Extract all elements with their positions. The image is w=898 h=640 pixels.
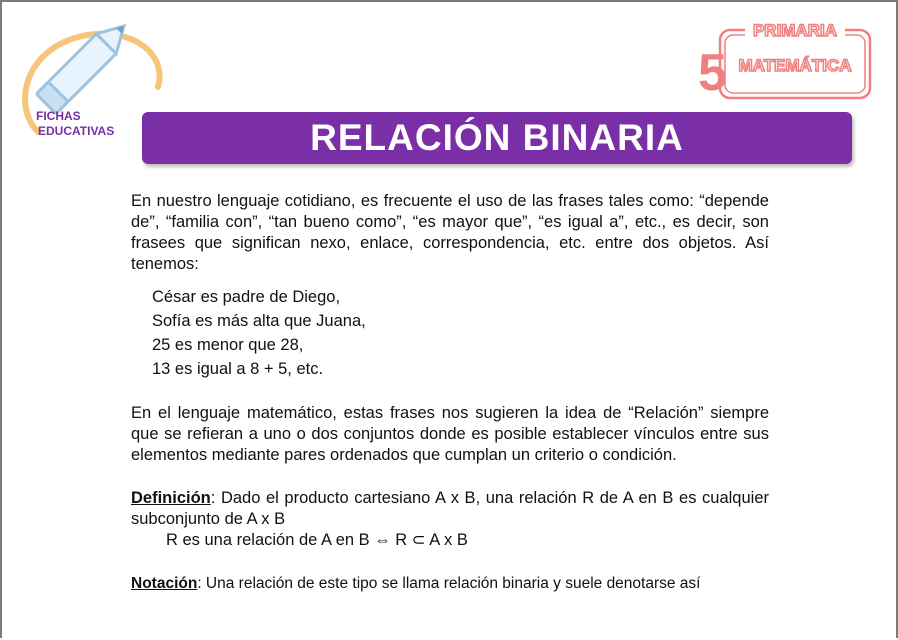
logo-subject: MATEMÁTICA — [738, 56, 852, 75]
notation-paragraph — [131, 573, 769, 594]
example-item: 13 es igual a 8 + 5, etc. — [152, 360, 324, 378]
definition-paragraph — [131, 488, 769, 530]
document-body — [131, 191, 769, 594]
logo-primaria: PRIMARIA — [752, 21, 838, 40]
page-title: RELACIÓN BINARIA — [310, 117, 684, 158]
examples-list — [152, 285, 769, 381]
logo-line1: FICHAS — [36, 109, 81, 123]
logo-number: 5 — [698, 44, 727, 102]
title-banner — [142, 112, 852, 164]
notation-label: Notación — [131, 575, 198, 592]
definition-formula: R es una relación de A en B ⇔ R ⊂ A x B — [166, 531, 468, 549]
example-item: 25 es menor que 28, — [152, 336, 304, 354]
relation-paragraph: En el lenguaje matemático, estas frases nos sugieren la idea de “Relación” siempre que se refieran a uno o dos conjuntos donde es posible establecer vínculos entre sus elementos mediante pares ordenados que cumplan un criterio o condición. — [131, 404, 769, 464]
logo-line2: EDUCATIVAS — [38, 124, 115, 138]
primaria-matematica-logo — [690, 12, 885, 107]
definition-text: : Dado el producto cartesiano A x B, una relación R de A en B es cualquier subconjunto de A x B — [131, 489, 769, 528]
notation-text: : Una relación de este tipo se llama relación binaria y suele denotarse así — [197, 575, 701, 592]
example-item: Sofía es más alta que Juana, — [152, 312, 366, 330]
intro-paragraph: En nuestro lenguaje cotidiano, es frecuente el uso de las frases tales como: “depende de”, “familia con”, “tan bueno como”, “es mayor que”, “es igual a”, etc., es decir, son frasees que significan nexo, enlace, correspondencia, etc. entre dos objetos. Así tenemos: — [131, 192, 769, 273]
definition-label: Definición — [131, 489, 211, 507]
example-item: César es padre de Diego, — [152, 288, 341, 306]
